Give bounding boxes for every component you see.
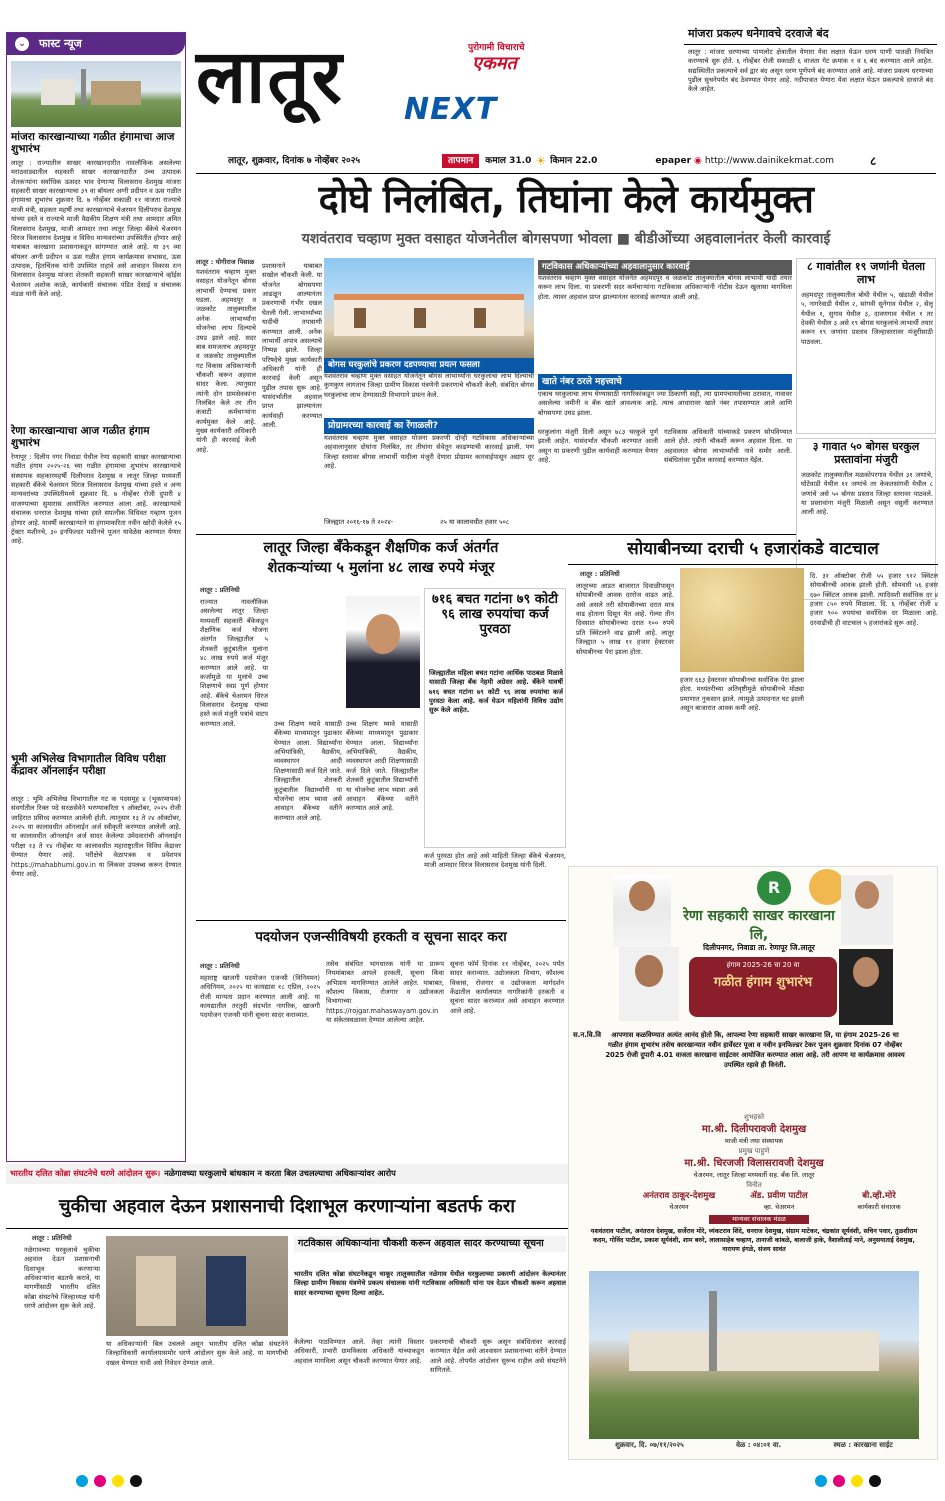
registration-magenta-2 xyxy=(833,1475,845,1487)
padayojan-col3: सूचना फॉर्म दिनांक ११ नोव्हेंबर, २०२५ पर्यंत सादर कराव्यात. उद्योजकता विभाग, कौशल्य विकास, रोजगार व उद्योजकता मार्गदर्शन केंद्रातील कार्यालयात नागरिकांनी हरकती व सूचना सादर कराव्यात असे आवाहन करण्यात आले आहे. xyxy=(450,960,564,1015)
next-logo: NEXT xyxy=(404,92,498,127)
ad-shubharambh: गळीत हंगाम शुभारंभ xyxy=(713,975,813,991)
masthead xyxy=(196,34,676,160)
side-box-1-body: अहमदपूर तालुक्यातील बोथी येथील ५, खंडाळी येथील ५, नागरेवाडी येथील २, सांगवी सुनेगाव येथील २, सेलू येथील १, सुगाव येथील ३, दावणगाव येथील १ तर देवकी येथील ३ असे १९ बोगस घरकुलांचे लाभार्थी तयार करून १९ जणांना प्रस्ताव जिल्हास्तरावर मंजुरीसाठी पाठवला. xyxy=(801,291,933,346)
ad-directors: यशवंतराव पाटील, अनंतराव देशमुख, सर्जेराव मोरे, व्यंकटराव शिंदे, धनराज देशमुख, संग्राम माटेकर, चंद्रकांत सूर्यवंशी, सचिन पवार, तुळशीराम कदम, गोविंद पाटील, प्रकाश सूर्यवंशी, शाम बरुरे, लालासाहेब चव्हाण, तानाजी कांबळे, बालाजी हाके, वैशालीताई माने, अनुसयाताई देशमुख, नारायण इंगळे, संजय सावंत xyxy=(590,1228,918,1254)
registration-cyan xyxy=(76,1475,88,1487)
ad-footer-date: शुक्रवार, दि. ०७/११/२०२५ xyxy=(615,1441,684,1449)
ad-footer-time: वेळ : ०४:०१ वा. xyxy=(736,1441,782,1449)
lead-headline: दोघे निलंबित, तिघांना केले कार्यमुक्त xyxy=(318,177,814,221)
ad-guest-name: मा.श्री. दिलीपरावजी देशमुख xyxy=(701,1124,807,1135)
bank-headline-2: शेतकऱ्यांच्या ५ मुलांना ४८ लाख रुपये मंजूर xyxy=(267,560,495,576)
bank-box xyxy=(424,588,566,848)
fast-news-column xyxy=(6,32,186,1162)
registration-magenta xyxy=(94,1475,106,1487)
bottom-col2: या अधिकाऱ्यांनी बिल उचलले असून भारतीय दलित कोब्रा संघटनेने जिल्हाधिकारी कार्यालयासमोर धरणे आंदोलन सुरू केले आहे. या मागणीची दखल घेण्यात यावी असे निवेदन देण्यात आले. xyxy=(106,1340,288,1367)
soybean-photo xyxy=(680,568,804,672)
fast-news-item3-body: लातूर : भूमि अभिलेख विभागातील गट क पदसमूह ४ (भूकरमापक) संवर्गातील रिक्त पदे सरळसेवेने भरण्याकरिता ९ ऑक्टोबर, २०२५ रोजी जाहिरात प्रसिध्द करण्यात आलेली होती. त्यानुसार १३ ते २४ ऑक्टोबर, २०२५ या कालावधीत ऑनलाईन अर्ज स्वीकृती करण्यात आलेली आहे. या कालावधीत ऑनलाईन अर्ज सादर केलेल्या उमेदवारांची ऑनलाईन परीक्षा १३ ते १४ नोव्हेंबर या कालावधीत महाराष्ट्रातील विविध केंद्रावर घेण्यात येणार आहे. परीक्षेचे वेळापत्रक व प्रवेशपत्र https://mahabhumi.gov.in या लिंकवर उपलब्ध करून देण्यात येणार आहे. xyxy=(11,795,181,878)
dateline-bar xyxy=(196,150,936,172)
brand-title: लातूर xyxy=(196,34,344,120)
ad-guest-title: माजी मंत्री तथा संस्थापक xyxy=(724,1137,784,1145)
bank-byline: लातूर : प्रतिनिधी xyxy=(200,586,240,594)
ad-footer xyxy=(589,1441,919,1450)
ad-v2-title: व्हा. चेअरमन xyxy=(763,1203,795,1211)
rena-ad xyxy=(568,866,938,1460)
tagline: पुरोगामी विचाराचे xyxy=(468,43,525,53)
bank-col3: उच्च शिक्षण घ्यावे यासाठी बँकेच्या माध्यमातून पुढाकार घेण्यात आला. विद्यार्थ्यांना अभियांत्रिकी, वैद्यकीय, व्यवस्थापन आदी शिक्षणासाठी कर्ज दिले जाते. जिल्ह्यातील शेतकरी कुटुंबातील विद्यार्थ्यांनी या योजनेचा लाभ घ्यावा असे आवाहन बँकेच्या वतीने करण्यात आले आहे. xyxy=(346,720,418,813)
epaper-link[interactable]: http://www.dainikekmat.com xyxy=(704,155,835,166)
ad-directors-label: मान्यवर संचालक मंडळ xyxy=(709,1215,809,1224)
box2-title: खाते नंबर ठरले महत्त्वाचे xyxy=(538,374,792,390)
ad-chief-title: चेअरमन, लातूर जिल्हा मध्यवर्ती सह. बँक लि. लातूर xyxy=(693,1171,815,1179)
ad-chief-label: प्रमुख पाहुणे xyxy=(738,1147,770,1155)
ad-v3-title: कार्यकारी संचालक xyxy=(857,1203,901,1211)
temp-min: किमान 22.0 xyxy=(550,155,598,166)
registration-cyan-2 xyxy=(815,1475,827,1487)
factory-photo xyxy=(11,61,181,127)
ad-vinit-label: विनीत xyxy=(746,1181,762,1189)
fast-news-item1-body: लातूर : राज्यातील साखर कारखानदारीत नावलौकिक असलेल्या मराठवाड्यातील सहकारी साखर कारखानदारीत उच्च उत्पादक शेतकऱ्यांना सर्वाधिक ऊसदर भाव देणाऱ्या विलासराव देशमुख मांजरा सहकारी साखर कारखान्याचा ३९ वा बॉयलर अग्नी प्रदीपन व ऊस गळीत हंगामाचा शुभारंभ शुक्रवार दि. ७ नोव्हेंबर सकाळी ११ वाजता राज्याचे माजी मंत्री, सहकार महर्षी तथा कारखान्याचे चेअरमन दिलीपराव देशमुख यांच्या हस्ते व राज्याचे माजी वैद्यकीय शिक्षण मंत्री तथा आमदार अमित विलासराव देशमुख, माजी आमदार तथा लातूर जिल्हा बँकेचे चेअरमन धिरज विलासराव देशमुख व विविध मान्यवरांच्या उपस्थितीत होणार आहे याबाबत कारखाना प्रशासनाकडून सांगण्यात आले आहे. या ३९ व्या बॉयलर अग्नी प्रदीपन व ऊस गळीत हंगाम कार्यक्रमास सभासद, ऊस उत्पादक, हितचिंतक यांनी उपस्थित राहावे असे आवाहन विकास रत्न विलासराव देशमुख मांजरा शेतकरी सहकारी साखर कारखान्याचे व्हॉईस चेअरमन अशोक काळे, कार्यकारी संचालक पंडित देसाई व संचालक मंडळ यांनी केले आहे. xyxy=(11,159,181,299)
ad-v3-name: बी.व्ही.मोरे xyxy=(862,1191,896,1201)
bank-box-body: जिल्ह्यातील महिला बचत गटांना आर्थिक पाठबळ मिळावे यासाठी जिल्हा बँक नेहमी अग्रेसर आहे. बँकेने यावर्षी ७१६ बचत गटांना ७९ कोटी ९६ लाख रुपयांचा कर्ज पुरवठा केला आहे. कर्ज घेऊन महिलांनी विविध उद्योग सुरू केले आहेत. xyxy=(429,669,563,715)
ad-guest-label: शुभहस्ते xyxy=(743,1113,765,1121)
bank-col2: उच्च शिक्षण घ्यावे यासाठी बँकेच्या माध्यमातून पुढाकार घेण्यात आला. विद्यार्थ्यांना अभियांत्रिकी, वैद्यकीय, व्यवस्थापन आदी शिक्षणासाठी कर्ज दिले जाते. जिल्ह्यातील शेतकरी कुटुंबातील विद्यार्थ्यांनी या योजनेचा लाभ घ्यावा असे आवाहन बँकेच्या वतीने करण्यात आले आहे. xyxy=(274,720,342,822)
dateline-rule xyxy=(196,173,936,174)
ad-badge xyxy=(809,869,845,905)
ad-portrait-4 xyxy=(839,949,893,1025)
box4-footer-right: २५ या कालावधीत ह्जार ५०८ xyxy=(440,518,510,526)
ad-v2-name: ॲड. प्रवीण पाटील xyxy=(750,1191,808,1201)
top-right-box xyxy=(684,28,937,146)
soybean-byline: लातूर : प्रतिनिधी xyxy=(580,570,620,578)
ticker-red: भारतीय दलित कोब्रा संघटनेचे धरणे आंदोलन सुरू। xyxy=(10,1168,161,1179)
sun-icon: ☀ xyxy=(535,153,547,168)
ad-banner xyxy=(689,957,837,1017)
ad-portrait-2 xyxy=(619,947,679,1021)
ad-invite: आपणास कळविण्यात अत्यंत आनंद होतो कि, आपल्या रेणा सहकारी साखर कारखाना लि, या हंगाम 2025-26 चा गळीत हंगाम शुभारंभ तसेच कारखान्यात नवीन हार्वेस्टर पूजा व नवीन इनफिल्डर टेकर पूजन शुक्रवार दिनांक 07 नोव्हेंबर 2025 रोजी दुपारी 4.01 वाजता कारखाना साईटवर आयोजित करण्यात आला आहे. तरी आपण या कार्यक्रमास आवश्य उपस्थित रहावे ही विनंती. xyxy=(605,1031,905,1069)
bank-box-tail: कर्ज पुरवठा होत आहे असे माहिती जिल्हा बँकेचे चेअरमन, माजी आमदार धिरज विलासराव देशमुख यांनी दिली. xyxy=(424,852,566,870)
ad-company-name: रेणा सहकारी साखर कारखाना लि, xyxy=(683,908,835,943)
soybean-col1: लातूरच्या आडत बाजारात दिवाळीपासून सोयाबीनची आवक दररोज वाढत आहे. असे असले तरी सोयाबीनच्या दरात मात्र वाढ होताना दिसून येत आहे. गेल्या तीन दिवसात सोयाबीनच्या दरात १०० रुपये प्रति क्विंटलने वाढ झाली आहे. लातूर जिल्ह्यात ५ लाख ११ हजार हेक्टरवर सोयाबीनचा पेरा झाला होता. xyxy=(576,582,674,656)
temperature-label: तापमान xyxy=(442,154,479,168)
bottom-col3: केलेल्या पाठविण्यात आले. तेव्हा त्यांनी विस्तार अधिकारी, प्रभारी ग्रामविकास अधिकारी यांच्याकडून अहवाल मागविला असून चौकशी करण्यात येणार आहे. xyxy=(294,1338,424,1365)
ad-logo: R xyxy=(757,871,791,905)
dateline: लातूर, शुक्रवार, दिनांक ७ नोव्हेंबर २०२५ xyxy=(228,155,361,166)
fast-news-header xyxy=(7,33,185,55)
bottom-headline: चुकीचा अहवाल देऊन प्रशासनाची दिशाभूल करणाऱ्यांना बडतर्फ करा xyxy=(58,1196,516,1217)
ad-factory-photo xyxy=(589,1271,919,1439)
lead-byline: लातूर : योगीराज पिसाळ xyxy=(196,258,255,266)
epaper-label: epaper xyxy=(655,155,692,166)
ad-address: दिलीपनगर, निवाडा ता. रेणापूर जि.लातूर xyxy=(703,943,815,952)
registration-yellow xyxy=(112,1475,124,1487)
lokmat-logo: एकमत xyxy=(472,53,517,74)
ad-portrait-1 xyxy=(613,875,671,947)
soybean-headline: सोयाबीनच्या दराची ५ हजारांकडे वाटचाल xyxy=(627,539,879,559)
box3-title: प्रोग्रामरच्या कारवाई का रेंगाळली? xyxy=(324,418,534,434)
box2-body: एकाच घरकुलाचा लाभ घेण्यासाठी नागरिकांकडून ज्या ठिकाणी सही, त्या ग्रामपंचायतीच्या ठरावात, नावावर असलेल्या जमीनी व बँक खाते आवश्यक आहे. त्याच आधारावर खाते नंबर तपासण्यात आले आणि बोगसपणा उघड झाला. xyxy=(538,390,792,417)
padayojan-col1: महाराष्ट्र खाजगी पदयोजन एजन्सी (विनियमन) अधिनियम, २०२५ या कायद्यास १८ एप्रिल, २०२५ रोजी मान्यता प्रदान करण्यात आली आहे. या कायद्यातील तरतुदी संदर्भात नागरिक, खाजगी पदयोजन एजन्सी यांनी सूचना सादर कराव्यात. xyxy=(200,974,320,1020)
bank-headline-1: लातूर जिल्हा बँकेकडून शैक्षणिक कर्ज अंतर्गत xyxy=(263,540,499,556)
fast-news-item2-body: रेणापूर : दिलीप नगर निवाडा येथील रेणा सहकारी साखर कारखान्याचा गळीत हंगाम २०२५-२६ च्या गळीत हंगामाचा शुभारंभ कारखान्याचे संस्थापक सहकारमहर्षी दिलीपराव देशमुख व लातूर जिल्हा मध्यवर्ती सहकारी बँकेचे चेअरमन धिरज विलासराव देशमुख यांच्या हस्ते व अन्य मान्यवरांच्या उपस्थितीमध्ये शुक्रवार दि. ७ नोव्हेंबर रोजी दुपारी ४ वाजण्याच्या सुमारास आयोजित करण्यात आला आहे. कारखान्याचे संचालक धनराज देशमुख यांच्या हस्ते सपत्नीक विधिवत गव्हाण पूजन होणार आहे. यावर्षी कारखान्याने या हंगामाकरिता नवीन खरेदी केलेले १५ ट्रॅक्टर मशीनचे, ३० इनफिल्डर मशीनचे पूजन यावेळेस करण्यात येणार आहे. xyxy=(11,453,181,546)
temp-max: कमाल 31.0 xyxy=(485,155,532,166)
registration-yellow-2 xyxy=(851,1475,863,1487)
fast-news-item2-title: रेणा कारखान्याचा आज गळीत हंगाम शुभारंभ xyxy=(11,425,150,450)
ad-v1-title: चेअरमन xyxy=(669,1203,689,1211)
bank-col1: राज्यात नावलौकिक असलेल्या लातूर जिल्हा मध्यवर्ती सहकारी बँकेकडून शैक्षणिक कर्ज योजना अंतर्गत जिल्ह्यातील ५ शेतकरी कुटुंबातील मुलांना ४८ लाख रुपये कर्ज मंजूर करण्यात आले आहे. या कर्जामुळे या मुलांचे उच्च शिक्षणाचे स्वप्न पूर्ण होणार आहे. बँकेचे चेअरमन धिरज विलासराव देशमुख यांच्या हस्ते कर्ज मंजुरी पत्रांचे वाटप करण्यात आले. xyxy=(200,598,268,728)
bottom-col1: नळेगावच्या घरकुलाचे चुकीचा अहवाल देऊन प्रशासनाची दिशाभूल करणाऱ्या अधिकाऱ्यांना बडतर्फ करावे, या मागणीसाठी भारतीय दलित कोब्रा संघटनेचे जिल्हाध्यक्ष यांनी धरणे आंदोलन सुरू केले आहे. xyxy=(24,1246,100,1311)
bottom-box-title: गटविकास अधिकाऱ्यांना चौकशी करून अहवाल सादर करण्याच्या सूचना xyxy=(294,1236,566,1252)
chevron-icon: ⌄ xyxy=(15,37,29,51)
section-rule-1 xyxy=(196,534,796,535)
soybean-col2: हजार ६६३ हेक्टरवर सोयाबीनचा सर्वाधिक पेरा झाला होता. मध्यंतरीच्या अतिवृष्टीमुळे सोयाबीनचे मोठ्या प्रमाणात नुकसान झाले. त्यामुळे उत्पादनात घट झाली असून बाजारात आवक कमी आहे. xyxy=(680,676,804,713)
fast-news-item1-title: मांजरा कारखान्याच्या गळीत हंगामाचा आज शुभारंभ xyxy=(11,131,175,156)
page-number: ८ xyxy=(870,153,877,168)
ad-chief-name: मा.श्री. धिरजजी विलासरावजी देशमुख xyxy=(684,1158,824,1169)
ticker xyxy=(6,1164,568,1184)
box4b-body: गटविकास अधिकारी यांच्याकडे प्रकरण सोपविण्यात आले होते. त्यांनी चौकशी करून अहवाल दिला. या अहवालात बोगस लाभार्थ्यांची नावे समोर आली. संबंधितांवर पुढील कारवाई करण्यात येईल. xyxy=(664,428,792,465)
box3-body: यशवंतराव चव्हाण मुक्त वसाहत योजना प्रकरणी दोन्ही गटविकास अधिकाऱ्यांच्या अहवालानुसार दोघांना निलंबित, तर तीघांना सेवेतून काढण्याची कारवाई झाली. पण जिल्हा स्तरावर बोगस लाभार्थी यादीला मंजुरी देणारा प्रोग्रामर कारवाईपासून अद्याप दूर आहे. xyxy=(324,434,534,471)
ad-sa-na: स.न.वि.वि xyxy=(573,1031,602,1039)
soybean-col3: दि. ३१ ऑक्टोबर रोजी ५५ हजार ९१२ क्विंटल सोयाबीनची आवक झाली होती. सोमवारी ५६ हजार ६७० क्विंटल आवक झाली. त्यादिवशी सर्वाधिक दर ४ हजार ८५० रुपये मिळाला. दि. ६ नोव्हेंबर रोजी ४ हजार ९०० रुपयांचा सर्वाधिक दर मिळाला आहे. दरवाढीची ही वाटचाल ५ हजारांकडे सुरू आहे. xyxy=(810,572,938,627)
lead-col2: प्रशासनाने याबाबत सखोल चौकशी केली. या योजनेत बोगसपणा आढळून आल्यानंतर प्रकरणाची गंभीर दखल घेतली गेली. लाभार्थ्यांच्या यादीची तपासणी करण्यात आली. अनेक लाभार्थी अपात्र असल्याचे निष्पन्न झाले. जिल्हा परिषदेचे मुख्य कार्यकारी अधिकारी यांनी ही कारवाई केली असून पुढील तपास सुरू आहे. यासंदर्भातील अहवाल प्राप्त झाल्यानंतर कार्यवाही करण्यात आली. xyxy=(262,262,322,430)
bank-box-headline: ७१६ बचत गटांना ७९ कोटी ९६ लाख रुपयांचा कर्ज पुरवठा xyxy=(431,592,559,637)
padayojan-headline: पदयोजन एजन्सीविषयी हरकती व सूचना सादर करा xyxy=(255,929,507,945)
fast-news-item3-title: भूमी अभिलेख विभागातील विविध परीक्षा केंद्रावर ऑनलाईन परीक्षा xyxy=(11,753,166,778)
bottom-col4: प्रकरणाची चौकशी सुरू असून संबंधितांवर कारवाई करण्यात येईल असे आश्वासन प्रशासनाच्या वतीने देण्यात आले आहे. तोपर्यंत आंदोलन सुरूच राहील असे संघटनेने सांगितले. xyxy=(430,1338,566,1375)
side-box-1 xyxy=(796,258,936,434)
ad-footer-place: स्थळ : कारखाना साईट xyxy=(833,1441,893,1449)
ad-v1-name: अनंतराव ठाकूर-देशमुख xyxy=(642,1191,716,1201)
housing-photo-caption: बोगस घरकुलांचे प्रकरण दडपण्याचा प्रयत्न फसला xyxy=(324,358,534,373)
fast-news-title: फास्ट न्यूज xyxy=(39,36,82,50)
side-box-1-title: ८ गावांतील १९ जणांनी घेतला लाभ xyxy=(806,260,926,286)
housing-photo xyxy=(324,258,534,358)
padayojan-byline: लातूर : प्रतिनिधी xyxy=(200,962,240,970)
top-right-body: लातूर : मांजरा धरणाच्या पाणलोट क्षेत्रातील येणारा येवा लक्षात घेऊन धरण पाणी पातळी नियंत्रित करण्याचे सुरु होते. ६ नोव्हेंबर रोजी सकाळी ६ वाजता गेट क्रमांक १ व ६ बंद करण्यात आले आहेत. सद्यस्थितीत प्रकल्पाचे सर्व द्वार बंद असून धरण पूर्णपणे बंद करण्यात आले आहे. मांजरा प्रकल्प धरणाच्या पुढील सुचनेपर्यंत बंद ठेवण्यात येणार आहे. नदीपात्रात येणारा येवा लक्षात घेऊन प्रकल्पाचे दरवाजे बंद केले आहेत. xyxy=(688,48,933,94)
padayojan-col2: तसेच संबंधित भागधारक यांनी या प्रारूप नियमांबाबत आपले हरकती, सूचना किंवा अभिप्राय मागविण्यात आलेले आहेत. याबाबत, कौशल्य विकास, रोजगार व उद्योजकता विभागाच्या https://rojgar.mahaswayam.gov.in या संकेतस्थळावर देण्यात आलेल्या आहेत. xyxy=(326,960,444,1025)
top-right-title: मांजरा प्रकल्प धनेगावचे दरवाजे बंद xyxy=(688,27,829,40)
ticker-black: नळेगावच्या घरकुलाचे बांधकाम न करता बिल उचलल्याचा अधिकाऱ्यांवर आरोप xyxy=(164,1168,396,1179)
side-box-2-title: ३ गावात ५० बोगस घरकुल प्रस्तावांना मंजुरी xyxy=(812,440,920,466)
housing-photo-text: यशवंतराव चव्हाण मुक्त वसाहत योजनेतून बोगस लाभार्थ्यांना घरकुलाचा लाभ दिल्याची कुणकुण लागताच जिल्हा ग्रामीण विकास यंत्रणेनी प्रकरणाचे चौकशी केली. संबंधित बोगस घरकुलांचा लाभ देण्यासाठी विभागाने प्रयत्न केले. xyxy=(324,372,534,399)
globe-icon: ◉ xyxy=(694,155,702,166)
lead-col1: यशवंतराव चव्हाण मुक्त वसाहत योजनेतून बोगस लाभार्थी देण्याचा प्रकार घडला. अहमदपूर व जळकोट तालुक्यातील अनेक लाभार्थ्यांना योजनेचा लाभ दिल्याचे उघड झाले आहे. सदर बाब समजताच अहमदपूर व जळकोट तालुक्यातील गट विकास अधिकाऱ्यांनी चौकशी करून अहवाल सादर केला. त्यानुसार त्यांनी दोन ग्रामसेवकांना निलंबित केले तर तीन कंत्राटी कर्मचाऱ्यांना कार्यमुक्त केले आहे. मुख्य कार्यकारी अधिकारी यांनी ही कारवाई केली आहे. xyxy=(196,268,256,454)
registration-black-2 xyxy=(869,1475,881,1487)
protest-photo xyxy=(106,1236,288,1336)
bottom-box-body: भारतीय दलित कोब्रा संघटनेकडून चाकूर तालुक्यातील नळेगाव येथील घरकुलाच्या प्रकरणी आंदोलन केल्यानंतर जिल्हा ग्रामीण विकास यंत्रणेचे प्रकल्प संचालक यांनी गटविकास अधिकारी यांना पत्र देऊन चौकशी करून अहवाल सादर करण्याच्या सूचना दिल्या आहेत. xyxy=(294,1270,566,1297)
bottom-byline: लातूर : प्रतिनिधी xyxy=(32,1234,72,1242)
box4-body: घरकुलांना मंजुरी दिली असून ७८३ घरकुले पूर्ण झाली आहेत. यासंदर्भात चौकशी करण्यात आली असून या प्रकरणी पुढील कार्यवाही करण्यात येणार आहे. xyxy=(538,428,658,465)
box1-body: यशवंतराव चव्हाण मुक्त वसाहत योजनेत अहमदपूर व जळकोट तालुक्यातील बोगस लाभार्थी यादी तयार करून लाभ दिला. या प्रकरणी सदर कर्मचाऱ्यांना गटविकास अधिकाऱ्यांनी नोटीस देऊन खुलासा मागविला होता. त्यावर अहवाल प्राप्त झाल्यानंतर कारवाई करण्यात आली आहे. xyxy=(538,274,792,301)
box4-footer-left: जिल्ह्यात २०१६-१७ ते २०२४- xyxy=(324,518,394,526)
ad-portrait-3 xyxy=(841,875,893,945)
registration-black xyxy=(130,1475,142,1487)
side-box-2-body: जळकोट तालुक्यातील मळकोपरगाव येथील ३१ जणांचे, घोटेवाडी येथील ११ जणांचे तर केकतसांगवी येथील ८ जणांचे असे ५० बोगस प्रस्ताव जिल्हा स्तरावर पाठवले. या प्रस्तावांना मंजुरी मिळाली असून वसुली करण्यात आली आहे. xyxy=(801,471,933,517)
lead-deck: यशवंतराव चव्हाण मुक्त वसाहत योजनेतील बोगसपणा भोवला ■ बीडीओंच्या अहवालानंतर केली कारवाई xyxy=(301,231,831,247)
box1-title: गटविकास अधिकाऱ्यांच्या अहवालानुसार कारवाई xyxy=(538,260,792,275)
person-photo xyxy=(346,596,420,708)
ad-season: हंगाम 2025-26 चा 20 वा xyxy=(726,961,800,969)
